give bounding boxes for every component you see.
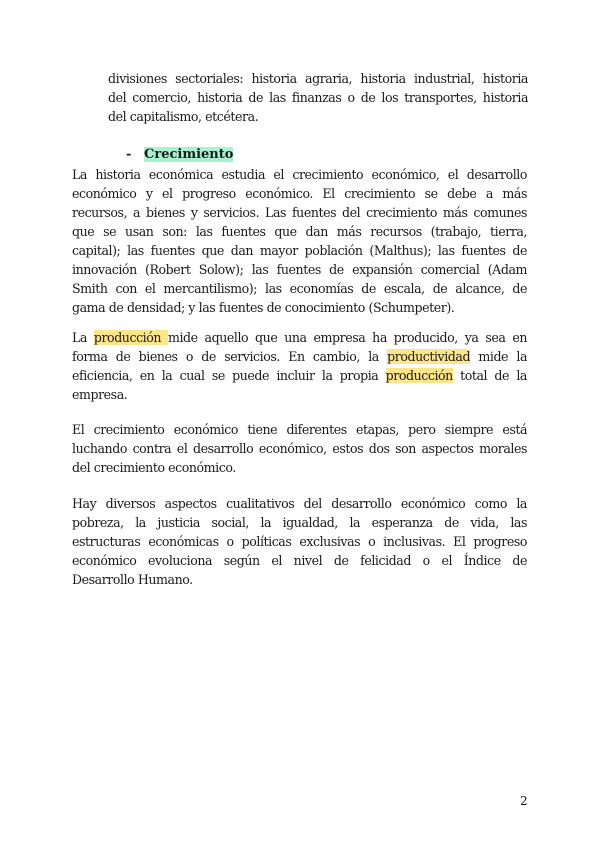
paragraph-historia-economica [72, 165, 527, 317]
highlight-produccion: producción [385, 368, 453, 383]
text-line: La historia económica estudia el crecimiento económico, el desarrollo [72, 167, 527, 182]
text-line: Desarrollo Humano. [72, 572, 193, 587]
text-line: Smith con el mercantilismo); las economías de escala, de alcance, de [72, 281, 527, 296]
text-line: El crecimiento económico tiene diferentes etapas, pero siempre está [72, 422, 527, 437]
paragraph-aspectos-cualitativos [72, 494, 527, 589]
text-run: total de la [452, 368, 527, 383]
text-line: pobreza, la justicia social, la igualdad, la esperanza de vida, las [72, 515, 527, 530]
text-run: forma de bienes o de servicios. En cambio, la [72, 349, 388, 364]
text-line: del comercio, historia de las finanzas o de los transportes, historia [108, 90, 528, 105]
text-run: La [72, 330, 94, 345]
text-line [72, 347, 527, 366]
text-line: del capitalismo, etcétera. [108, 109, 259, 124]
bullet-dash: - [126, 147, 132, 162]
text-run: mide la [470, 349, 527, 364]
section-heading [126, 145, 233, 165]
text-line: divisiones sectoriales: historia agraria, historia industrial, historia [108, 71, 528, 86]
text-line: gama de densidad; y las fuentes de conocimiento (Schumpeter). [72, 300, 455, 315]
paragraph-etapas [72, 420, 527, 477]
text-line: capital); las fuentes que dan mayor población (Malthus); las fuentes de [72, 243, 527, 258]
text-line: Hay diversos aspectos cualitativos del desarrollo económico como la [72, 496, 527, 511]
text-line [72, 328, 527, 347]
highlight-produccion: producción [93, 330, 168, 345]
text-line: que se usan son: las fuentes que dan más recursos (trabajo, tierra, [72, 224, 527, 239]
text-line: innovación (Robert Solow); las fuentes de expansión comercial (Adam [72, 262, 527, 277]
text-line: estructuras económicas o políticas exclusivas o inclusivas. El progreso [72, 534, 527, 549]
text-run: mide aquello que una empresa ha producido, ya sea en [167, 330, 527, 345]
paragraph-produccion [72, 328, 527, 404]
highlight-productividad: productividad [387, 349, 471, 364]
text-line: económico evoluciona según el nivel de felicidad o el Índice de [72, 553, 527, 568]
page-number: 2 [520, 794, 528, 808]
text-run: eficiencia, en la cual se puede incluir la propia [72, 368, 386, 383]
text-line: del crecimiento económico. [72, 460, 236, 475]
text-line: luchando contra el desarrollo económico, estos dos son aspectos morales [72, 441, 527, 456]
continuation-paragraph [108, 69, 528, 126]
text-line [72, 366, 527, 385]
section-title: Crecimiento [144, 147, 234, 162]
text-line: recursos, a bienes y servicios. Las fuentes del crecimiento más comunes [72, 205, 527, 220]
text-line: empresa. [72, 387, 128, 402]
text-line: económico y el progreso económico. El crecimiento se debe a más [72, 186, 527, 201]
